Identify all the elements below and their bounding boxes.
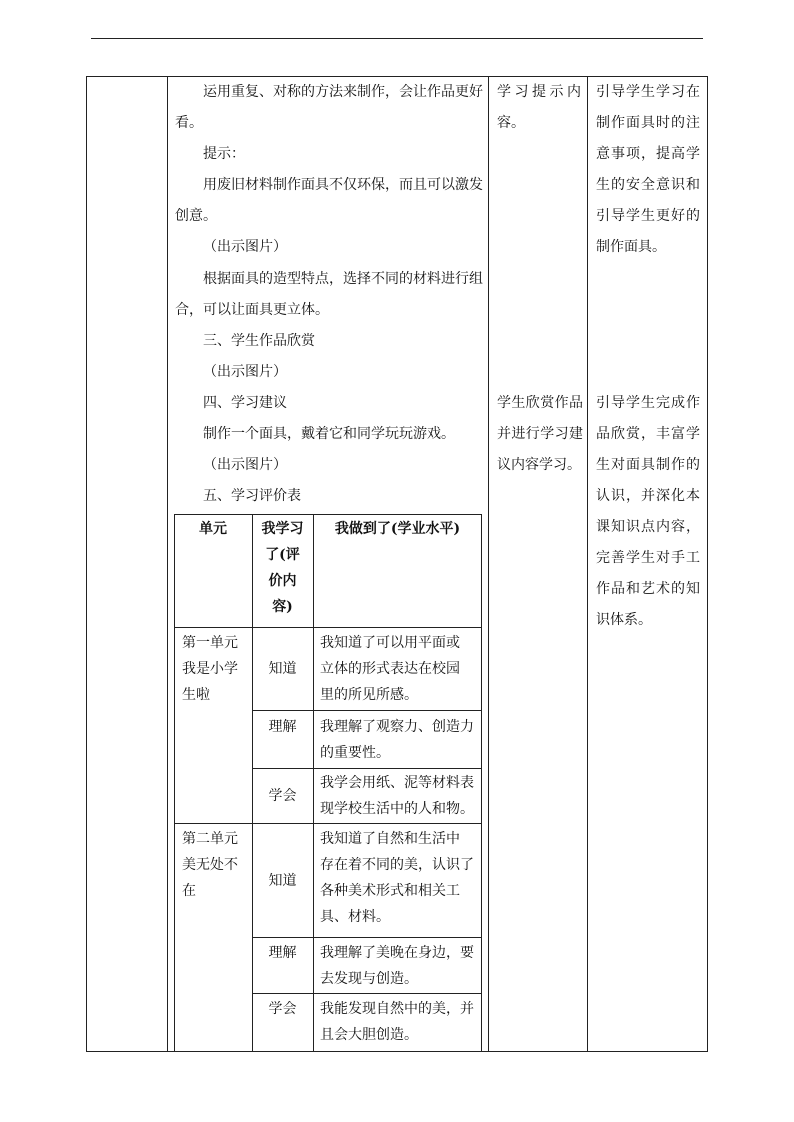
level-description: 我学会用纸、泥等材料表 现学校生活中的人和物。 [320, 775, 474, 817]
eval-header-achieved: 我做到了(学业水平) [334, 521, 461, 537]
level-label: 学会 [268, 788, 297, 804]
level-label: 知道 [268, 661, 297, 677]
content-paragraph: 看。 [175, 115, 203, 131]
content-paragraph: 提示： [203, 146, 245, 162]
eval-header-rule [174, 627, 482, 628]
eval-row-rule [252, 993, 482, 994]
eval-header-unit: 单元 [199, 521, 227, 537]
unit-name: 第二单元 美无处不 在 [182, 831, 238, 899]
content-paragraph: （出示图片） [203, 364, 287, 380]
level-label: 理解 [268, 945, 297, 961]
content-paragraph: 创意。 [175, 208, 217, 224]
unit-name: 第一单元 我是小学 生啦 [182, 635, 238, 703]
section-heading: 三、学生作品欣赏 [203, 333, 315, 349]
level-label: 理解 [268, 719, 297, 735]
level-description: 我知道了自然和生活中 存在着不同的美，认识了 各种美术形式和相关工 具、材料。 [320, 831, 474, 925]
design-intent-1: 引导学生学习在 制作面具时的注 意事项，提高学 生的安全意识和 引导学生更好的 制作面具。 [596, 84, 700, 255]
level-description: 我能发现自然中的美，并 且会大胆创造。 [320, 1001, 474, 1043]
eval-col-divider-2 [313, 514, 314, 1052]
content-paragraph: （出示图片） [203, 239, 287, 255]
level-description: 我知道了可以用平面或 立体的形式表达在校园 里的所见所感。 [320, 635, 460, 703]
student-activity-2: 学生欣赏作品 并进行学习建 议内容学习。 [497, 395, 583, 473]
eval-unit-rule [174, 823, 482, 824]
level-label: 学会 [268, 1001, 297, 1017]
column-divider-3 [587, 77, 588, 1051]
level-label: 知道 [268, 873, 297, 889]
eval-row-rule [252, 710, 482, 711]
column-divider-2 [488, 77, 489, 1051]
eval-row-rule [252, 768, 482, 769]
content-paragraph: 合，可以让面具更立体。 [175, 302, 329, 318]
header-rule [91, 38, 703, 39]
content-paragraph: 制作一个面具，戴着它和同学玩玩游戏。 [203, 426, 455, 442]
eval-header-learned: 我学习 了(评 价内 容) [261, 521, 304, 615]
content-paragraph: 用废旧材料制作面具不仅环保，而且可以激发 [203, 177, 483, 193]
content-paragraph: （出示图片） [203, 457, 287, 473]
content-paragraph: 根据面具的造型特点，选择不同的材料进行组 [203, 271, 483, 287]
content-paragraph: 运用重复、对称的方法来制作，会让作品更好 [203, 84, 483, 100]
section-heading: 四、学习建议 [203, 395, 287, 411]
section-heading: 五、学习评价表 [203, 488, 301, 504]
level-description: 我理解了观察力、创造力 的重要性。 [320, 719, 474, 761]
eval-row-rule [252, 937, 482, 938]
design-intent-2: 引导学生完成作 品欣赏，丰富学 生对面具制作的 认识，并深化本 课知识点内容， 完善学生对手工 作品和艺术的知 识体系。 [596, 395, 700, 628]
level-description: 我理解了美晚在身边，要 去发现与创造。 [320, 945, 474, 987]
column-divider-1 [167, 77, 168, 1051]
student-activity-1: 学习提示内 容。 [497, 84, 581, 131]
